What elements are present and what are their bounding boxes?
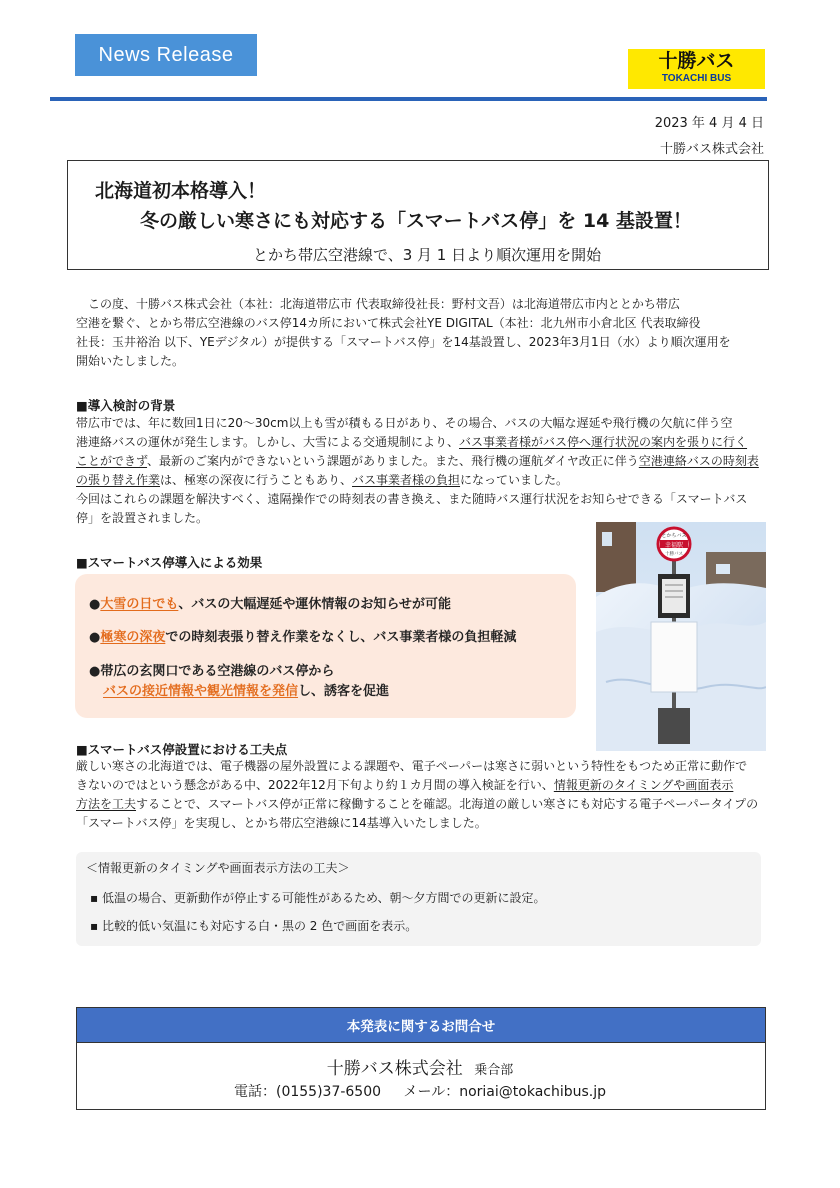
release-date: 2023 年 4 月 4 日 xyxy=(654,116,764,131)
innovation-line: 「スマートバス停」を実現し、とかち帯広空港線に14基導入いたしました。 xyxy=(76,816,487,830)
logo-subtext: TOKACHI BUS xyxy=(661,73,732,84)
intro-line: 社長：玉井裕治 以下、YEデジタル）が提供する「スマートバス停」を14基設置し、2023年3月1日（水）より順次運用を xyxy=(76,335,731,349)
intro-line: 空港を繋ぐ、とかち帯広空港線のバス停14カ所において株式会社YE DIGITAL（本社：北九州市小倉北区 代表取締役 xyxy=(76,316,701,330)
background-line: 停」を設置されました。 xyxy=(76,511,209,525)
effect-item-3: ●帯広の玄関口である空港線のバス停から バスの接近情報や観光情報を発信し、誘客を促進 xyxy=(89,664,390,699)
innovation-line: 厳しい寒さの北海道では、電子機器の屋外設置による課題や、電子ペーパーは寒さに弱いという特性をもつため正常に動作で xyxy=(76,759,748,773)
contact-heading: 本発表に関するお問合せ xyxy=(76,1007,766,1043)
header-divider xyxy=(50,97,767,101)
subtitle: とかち帯広空港線で、3 月 1 日より順次運用を開始 xyxy=(253,246,602,264)
contact-company: 十勝バス株式会社 xyxy=(326,1059,463,1079)
svg-text:とかちバス: とかちバス xyxy=(661,533,687,539)
innovation-line: きないのではという懸念がある中、2022年12月下旬より約１カ月間の導入検証を行い、情報更新のタイミングや画面表示 xyxy=(76,778,734,792)
svg-text:十勝バス: 十勝バス xyxy=(665,552,683,557)
innovation-heading: ■スマートバス停設置における工夫点 xyxy=(76,742,288,757)
effect-item-1: ●大雪の日でも、バスの大幅遅延や運休情報のお知らせが可能 xyxy=(89,597,451,612)
background-line: 帯広市では、年に数回1日に20～30cm以上も雪が積もる日があり、その場合、バスの大幅な遅延や飛行機の欠航に伴う空 xyxy=(76,416,733,430)
intro-line: 開始いたしました。 xyxy=(76,354,185,368)
update-method-heading: ＜情報更新のタイミングや画面表示方法の工夫＞ xyxy=(86,861,350,875)
svg-text:幸福駅: 幸福駅 xyxy=(664,542,684,549)
innovation-paragraph xyxy=(76,757,766,833)
contact-company-line xyxy=(0,1054,840,1079)
intro-line: この度、十勝バス株式会社（本社：北海道帯広市 代表取締役社長：野村文吾）は北海道帯広市内ととかち帯広 xyxy=(88,297,680,311)
intro-paragraph xyxy=(76,295,766,371)
logo-text: 十勝バス xyxy=(658,50,735,72)
tokachi-bus-logo xyxy=(628,49,765,89)
contact-dept: 乗合部 xyxy=(474,1063,514,1078)
background-paragraph xyxy=(76,414,766,528)
snow-scene-illustration xyxy=(596,522,766,751)
smart-bus-stop-photo xyxy=(596,522,766,751)
update-method-item-1: ▪ 低温の場合、更新動作が停止する可能性があるため、朝～夕方間での更新に設定。 xyxy=(90,891,546,905)
background-line: ことができず、最新のご案内ができないという課題がありました。また、飛行機の運航ダイヤ改正に伴う空港連絡バスの時刻表 xyxy=(76,454,759,468)
innovation-line: 方法を工夫することで、スマートバス停が正常に稼働することを確認。北海道の厳しい寒さにも対応する電子ペーパータイプの xyxy=(76,797,759,811)
title-line-1: 北海道初本格導入！ xyxy=(95,180,267,202)
background-line: 今回はこれらの課題を解決すべく、遠隔操作での時刻表の書き換え、また随時バス運行状況をお知らせできる「スマートバス xyxy=(76,492,748,506)
effects-heading: ■スマートバス停導入による効果 xyxy=(76,555,263,570)
title-line-2: 冬の厳しい寒さにも対応する「スマートバス停」を 14 基設置！ xyxy=(140,210,692,232)
background-heading: ■導入検討の背景 xyxy=(76,398,176,413)
contact-mail[interactable]: メール：noriai@tokachibus.jp xyxy=(403,1084,607,1100)
contact-details xyxy=(0,1081,840,1101)
contact-phone: 電話：(0155)37-6500 xyxy=(233,1084,382,1100)
background-line: の張り替え作業は、極寒の深夜に行うこともあり、バス事業者様の負担になっていました。 xyxy=(76,473,569,487)
news-release-badge: News Release xyxy=(75,34,257,76)
issuer-company: 十勝バス株式会社 xyxy=(659,142,764,157)
background-line: 港連絡バスの運休が発生します。しかし、大雪による交通規制により、バス事業者様がバス停へ運行状況の案内を張りに行く xyxy=(76,435,748,449)
update-method-item-2: ▪ 比較的低い気温にも対応する白・黒の 2 色で画面を表示。 xyxy=(90,919,418,933)
effect-item-2: ●極寒の深夜での時刻表張り替え作業をなくし、バス事業者様の負担軽減 xyxy=(89,630,517,645)
